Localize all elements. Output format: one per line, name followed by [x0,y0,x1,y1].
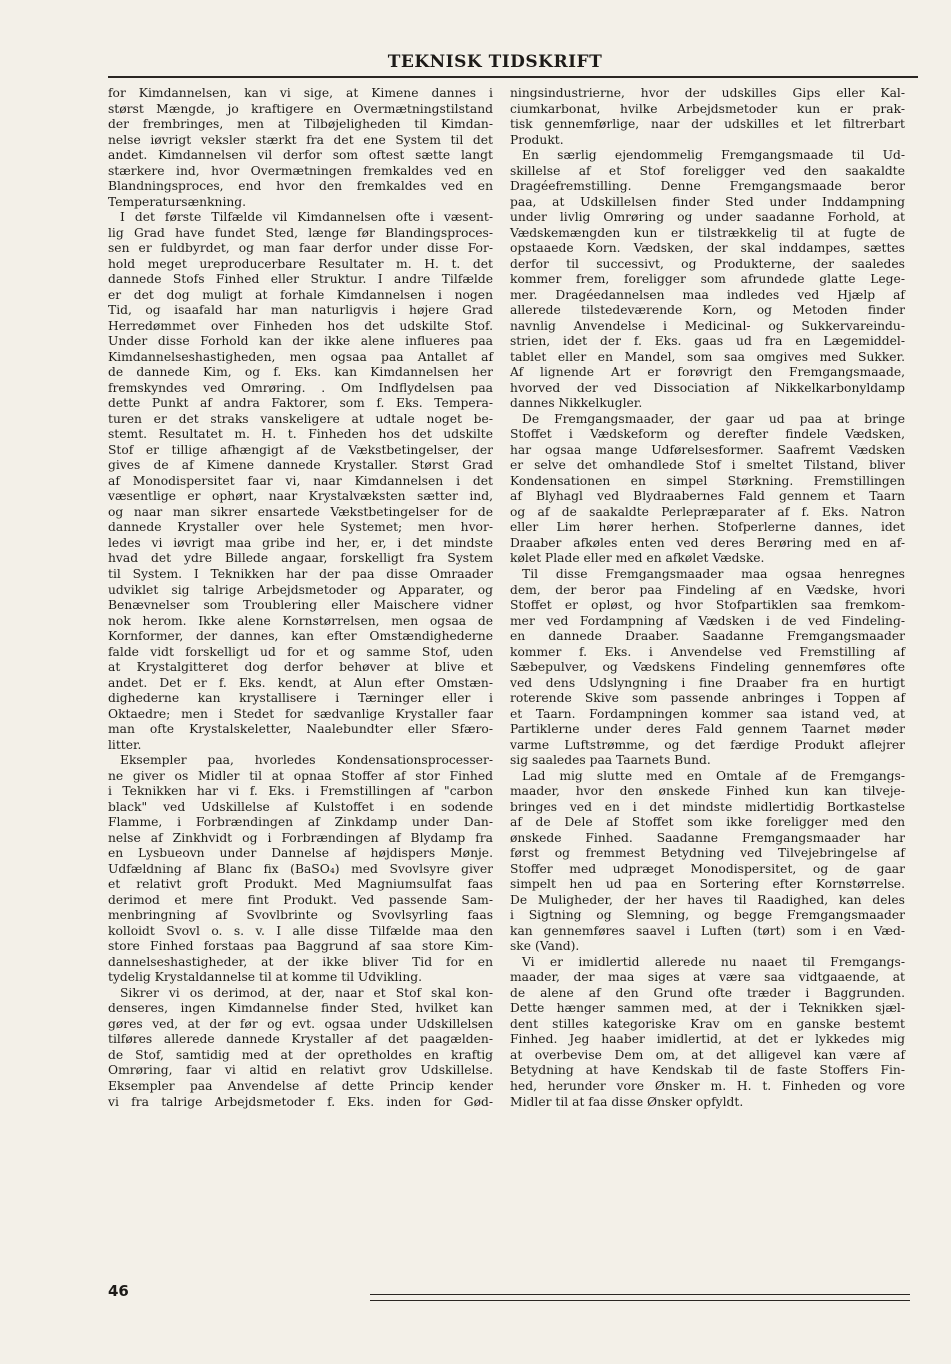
left-text-column [108,86,493,1110]
text-line: navnlig Anvendelse i Medicinal- og Sukkervareindu- [510,318,905,333]
text-line: ved dens Udslyngning i fine Draaber fra en hurtigt [510,675,905,690]
text-line: Lad mig slutte med en Omtale af de Fremgangs- [522,768,905,783]
text-line: Til disse Fremgangsmaader maa ogsaa henregnes [522,566,905,581]
text-line: Stoffer med udpræget Monodispersitet, og de gaar [510,861,905,876]
text-line: dannede Stofs Finhed eller Struktur. I andre Tilfælde [108,272,493,287]
text-line: i Teknikken har vi f. Eks. i Fremstillingen af "carbon [108,784,493,799]
text-line: kan gennemføres saavel i Luften (tørt) som i en Væd- [510,923,905,938]
text-line: Eksempler paa Anvendelse af dette Princip kender [108,1079,493,1093]
page-number: 46 [108,1282,129,1300]
text-line: væsentlige er ophørt, naar Krystalvæksten sætter ind, [108,489,493,504]
footer-rule [370,1300,910,1301]
text-line: Vi er imidlertid allerede nu naaet til Fremgangs- [522,954,905,969]
text-line: Tid, og isaafald har man naturligvis i højere Grad [108,303,493,318]
text-line: mer ved Fordampning af Vædsken i de ved Findeling- [510,613,905,628]
text-line: litter. [108,737,142,752]
text-line: simpelt hen ud paa en Sortering efter Kornstørrelse. [510,877,905,892]
text-line: kommer frem, foreligger som afrundede glatte Lege- [510,272,905,287]
text-line: størst Mængde, jo kraftigere en Overmætningstilstand [108,101,493,116]
text-line: ne giver os Midler til at opnaa Stoffer af stor Finhed [108,768,493,783]
text-line: andet. Det er f. Eks. kendt, at Alun efter Omstæn- [108,675,493,690]
footer-rule [370,1294,910,1295]
text-line: En særlig ejendommelig Fremgangsmaade til Ud- [522,148,905,163]
text-line: Benævnelser som Troublering eller Maischere vidner [108,598,493,613]
text-line: af Blyhagl ved Blydraabernes Fald gennem et Taarn [510,489,905,504]
text-line: man ofte Krystalskeletter, Naalebundter eller Sfæro- [108,722,493,737]
text-line: Udfældning af Blanc fix (BaSO₄) med Svovlsyre giver [108,861,493,876]
text-line: nok herom. Ikke alene Kornstørrelsen, men ogsaa de [108,613,493,628]
text-line: Dragéefremstilling. Denne Fremgangsmaade beror [510,179,905,194]
text-line: Midler til at faa disse Ønsker opfyldt. [510,1094,744,1109]
text-line: store Finhed forstaas paa Baggrund af saa store Kim- [108,939,493,954]
text-line: hold meget ureproducerbare Resultater m. H. t. det [108,256,493,271]
text-line: for Kimdannelsen, kan vi sige, at Kimene dannes i [108,86,493,100]
text-line: har ogsaa mange Udførelsesformer. Saafremt Vædsken [510,442,905,457]
text-line: Flamme, i Forbrændingen af Zinkdamp under Dan- [108,815,493,830]
right-text-column [510,86,905,1110]
text-line: derimod et mere fint Produkt. Ved passende Sam- [108,892,493,907]
text-line: dannes Nikkelkugler. [510,396,643,411]
text-line: tydelig Krystaldannelse til at komme til Udvikling. [108,970,423,985]
text-line: black" ved Udskillelse af Kulstoffet i en sodende [108,799,493,814]
text-line: Draaber afkøles enten ved deres Berøring med en af- [510,535,905,550]
text-line: tablet eller en Mandel, som saa omgives med Sukker. [510,349,905,364]
text-line: maader, der maa siges at være saa vidtgaaende, at [510,970,905,985]
text-line: sen er fuldbyrdet, og man faar derfor under disse For- [108,241,493,256]
text-line: fremskyndes ved Omrøring. . Om Indflydelsen paa [108,380,493,395]
text-line: Betydning at have Kendskab til de faste Stoffers Fin- [510,1063,905,1078]
text-line: Sikrer vi os derimod, at der, naar et Stof skal kon- [120,985,493,1000]
text-line: Kornformer, der dannes, kan efter Omstændighederne [108,629,493,644]
text-line: allerede tilstedeværende Korn, og Metoden finder [510,303,905,318]
text-line: dette Punkt af andra Faktorer, som f. Eks. Tempera- [108,396,493,411]
text-line: I det første Tilfælde vil Kimdannelsen ofte i væsent- [120,210,493,225]
text-line: Eksempler paa, hvorledes Kondensationsprocesser- [120,753,493,768]
text-line: Oktaedre; men i Stedet for sædvanlige Krystaller faar [108,706,493,721]
text-line: gøres ved, at der før og evt. ogsaa under Udskillelsen [108,1016,493,1031]
text-line: og naar man sikrer ensartede Vækstbetingelser for de [108,504,493,519]
text-line: en Lysbueovn under Dannelse af højdispers Mønje. [108,846,493,861]
text-line: roterende Skive som passende anbringes i Toppen af [510,691,905,706]
text-line: Kimdannelseshastigheden, men ogsaa paa Antallet af [108,349,493,364]
text-line: dighederne kan krystallisere i Tærninger eller i [108,691,493,706]
text-line: gives de af Kimene dannede Krystaller. Størst Grad [108,458,493,473]
text-line: ciumkarbonat, hvilke Arbejdsmetoder kun er prak- [510,101,905,116]
text-line: Partiklerne under deres Fald gennem Taarnet møder [510,722,905,737]
text-line: denseres, ingen Kimdannelse finder Sted, hvilket kan [108,1001,493,1016]
text-line: der frembringes, men at Tilbøjeligheden til Kimdan- [108,117,493,132]
text-line: Dette hænger sammen med, at der i Teknikken sjæl- [510,1001,905,1016]
text-line: af de Dele af Stoffet som ikke foreligger med den [510,815,905,830]
text-line: strien, idet der f. Eks. gaas ud fra en Lægemiddel- [510,334,905,349]
text-line: Herredømmet over Finheden hos det udskilte Stof. [108,318,493,333]
text-line: nelse af Zinkhvidt og i Forbrændingen af Blydamp fra [108,830,493,845]
text-line: de alene af den Grund ofte træder i Baggrunden. [510,985,905,1000]
text-line: derfor til successivt, og Produkterne, der saaledes [510,256,905,271]
text-line: mer. Dragéedannelsen maa indledes ved Hjælp af [510,287,905,302]
header-rule [108,76,918,78]
text-line: til System. I Teknikken har der paa disse Omraader [108,566,493,581]
text-line: opstaaede Korn. Vædsken, der skal inddampes, sættes [510,241,905,256]
text-line: ske (Vand). [510,939,580,954]
text-line: nelse iøvrigt veksler stærkt fra det ene System til det [108,132,493,147]
text-line: De Fremgangsmaader, der gaar ud paa at bringe [522,411,905,426]
text-line: under livlig Omrøring og under saadanne Forhold, at [510,210,905,225]
text-line: først og fremmest Betydning ved Tilvejebringelse af [510,846,905,861]
text-line: tilføres allerede dannede Krystaller af det paagælden- [108,1032,493,1047]
text-line: falde vidt forskelligt ud for et og samme Stof, uden [108,644,493,659]
text-line: varme Luftstrømme, og det færdige Produkt aflejrer [510,737,905,752]
text-line: de Stof, samtidig med at der opretholdes en kraftig [108,1047,493,1062]
text-line: en dannede Draaber. Saadanne Fremgangsmaader [510,629,905,644]
text-line: Stoffet i Vædskeform og derefter findele Vædsken, [510,427,905,442]
text-line: Kondensationen en simpel Størkning. Fremstillingen [510,473,905,488]
text-line: skillelse af et Stof foreligger ved den saakaldte [510,163,905,178]
text-line: hvad det ydre Billede angaar, forskelligt fra System [108,551,493,566]
text-line: kølet Plade eller med en afkølet Vædske. [510,551,765,566]
text-line: tisk gennemførlige, naar der udskilles et let filtrerbart [510,117,905,132]
text-line: Omrøring, faar vi altid en relativt grov Udskillelse. [108,1063,493,1078]
text-line: dem, der beror paa Findeling af en Vædske, hvori [510,582,905,597]
text-line: at Krystalgitteret dog derfor behøver at blive et [108,660,493,675]
journal-title: TEKNISK TIDSKRIFT [387,52,603,72]
text-line: er det dog muligt at forhale Kimdannelsen i nogen [108,287,493,302]
text-line: bringes ved en i det mindste midlertidig Bortkastelse [510,799,905,814]
text-line: hed, herunder vore Ønsker m. H. t. Finheden og vore [510,1079,905,1093]
text-line: dannede Krystaller over hele Systemet; men hvor- [108,520,493,535]
text-line: Temperatursænkning. [108,194,247,209]
text-line: at overbevise Dem om, at det alligevel kan være af [510,1047,905,1062]
text-line: udviklet sig talrige Arbejdsmetoder og Apparater, og [108,582,493,597]
text-line: andet. Kimdannelsen vil derfor som oftest sætte langt [108,148,493,163]
text-line: og af de saakaldte Perlepræparater af f. Eks. Natron [510,504,905,519]
text-line: eller Lim hører herhen. Stofperlerne dannes, idet [510,520,905,535]
text-line: et Taarn. Fordampningen kommer saa istand ved, at [510,706,905,721]
text-line: kommer f. Eks. i Anvendelse ved Fremstilling af [510,644,905,659]
text-line: sig saaledes paa Taarnets Bund. [510,753,711,768]
text-line: dannelseshastigheder, at der ikke bliver Tid for en [108,954,493,969]
text-line: Finhed. Jeg haaber imidlertid, at det er lykkedes mig [510,1032,905,1047]
text-line: Af lignende Art er forøvrigt den Fremgangsmaade, [510,365,905,380]
text-line: Stof er tillige afhængigt af de Vækstbetingelser, der [108,442,493,457]
text-line: i Sigtning og Slemning, og begge Fremgangsmaader [510,908,905,923]
text-line: Produkt. [510,132,564,147]
text-line: et relativt groft Produkt. Med Magniumsulfat faas [108,877,493,892]
text-line: Under disse Forhold kan der ikke alene influeres paa [108,334,493,349]
text-line: kolloidt Svovl o. s. v. I alle disse Tilfælde maa den [108,923,493,938]
text-line: Stoffet er opløst, og hvor Stofpartiklen saa fremkom- [510,598,905,613]
text-line: Sæbepulver, og Vædskens Findeling gennemføres ofte [510,660,905,675]
text-line: stærkere ind, hvor Overmætningen fremkaldes ved en [108,163,493,178]
text-line: Vædskemængden kun er tilstrækkelig til at fugte de [510,225,905,240]
text-line: hvorved der ved Dissociation af Nikkelkarbonyldamp [510,380,905,395]
text-line: ningsindustrierne, hvor der udskilles Gips eller Kal- [510,86,905,100]
text-line: Blandningsproces, end hvor den fremkaldes ved en [108,179,493,194]
text-line: ledes vi iøvrigt maa gribe ind her, er, i det mindste [108,535,493,550]
text-line: ønskede Finhed. Saadanne Fremgangsmaader har [510,830,905,845]
text-line: paa, at Udskillelsen finder Sted under Inddampning [510,194,905,209]
text-line: stemt. Resultatet m. H. t. Finheden hos det udskilte [108,427,493,442]
text-line: de dannede Kim, og f. Eks. kan Kimdannelsen her [108,365,493,380]
text-line: maader, hvor den ønskede Finhed kun kan tilveje- [510,784,905,799]
text-line: turen er det straks vanskeligere at udtale noget be- [108,411,493,426]
text-line: De Muligheder, der her haves til Raadighed, kan deles [510,892,905,907]
text-line: lig Grad have fundet Sted, længe før Blandingsproces- [108,225,493,240]
text-line: af Monodispersitet faar vi, naar Kimdannelsen i det [108,473,493,488]
text-line: vi fra talrige Arbejdsmetoder f. Eks. inden for Gød- [108,1094,493,1109]
text-line: menbringning af Svovlbrinte og Svovlsyrling faas [108,908,493,923]
text-line: er selve det omhandlede Stof i smeltet Tilstand, bliver [510,458,905,473]
text-line: dent stilles kategoriske Krav om en ganske bestemt [510,1016,905,1031]
